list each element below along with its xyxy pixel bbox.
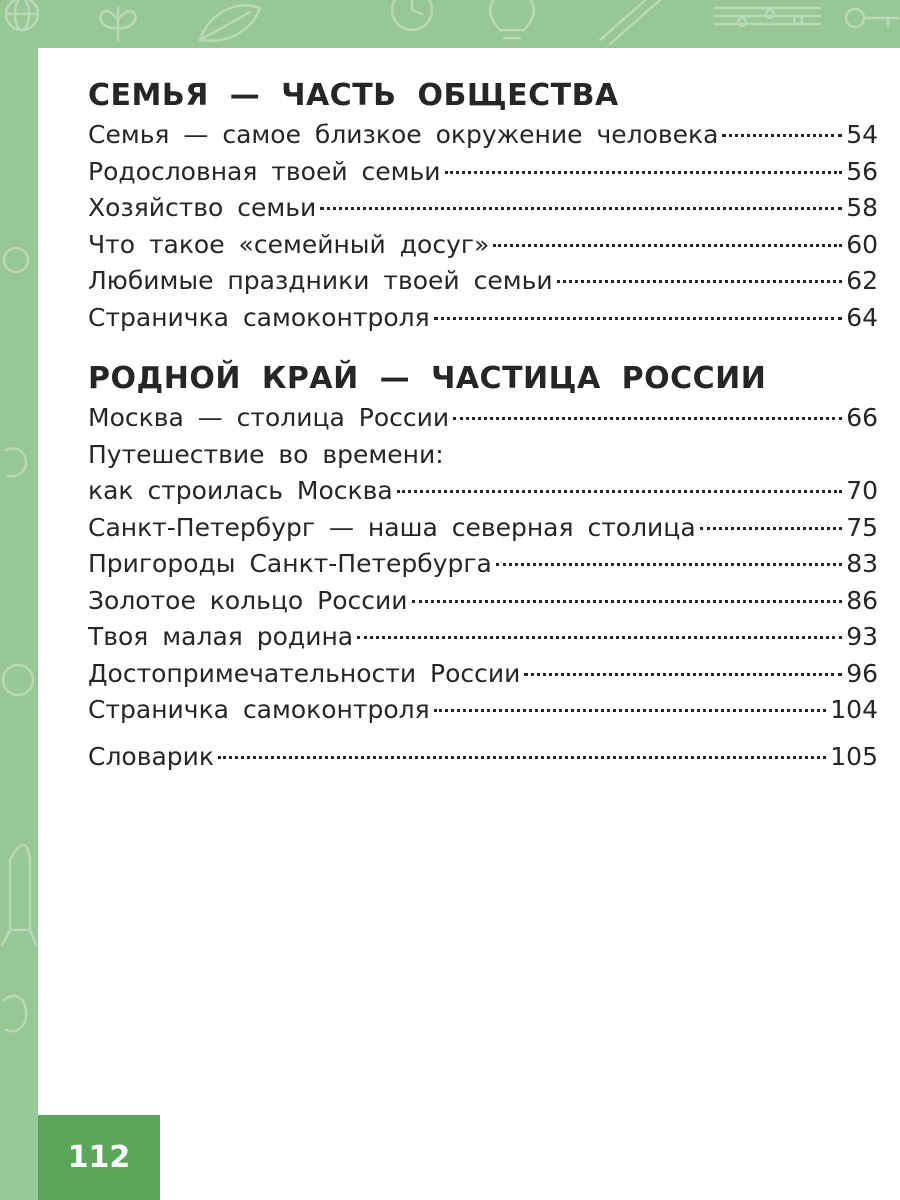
toc-entry — [88, 117, 878, 154]
toc-entry-line — [88, 437, 878, 474]
toc-entry — [88, 692, 878, 729]
toc-entry — [88, 583, 878, 620]
rocket-icon — [2, 845, 36, 945]
entry-page: 86 — [846, 585, 878, 615]
entry-title: Достопримечательности России — [88, 658, 521, 688]
clock-icon — [3, 665, 33, 695]
entry-page: 56 — [846, 156, 878, 186]
clock-icon — [392, 0, 432, 30]
dot-leader — [218, 756, 826, 759]
entry-page: 60 — [846, 229, 878, 259]
toc-entry — [88, 619, 878, 656]
entry-page: 105 — [830, 741, 878, 771]
dot-leader — [700, 527, 843, 530]
dot-leader — [524, 673, 842, 676]
entry-title: Путешествие во времени: — [88, 439, 444, 469]
lightbulb-icon — [490, 0, 534, 38]
entry-title: Словарик — [88, 741, 215, 771]
entry-title: Родословная твоей семьи — [88, 156, 441, 186]
music-notes-icon — [715, 8, 820, 26]
toc-entry — [88, 656, 878, 693]
entry-title: Страничка самоконтроля — [88, 302, 430, 332]
toc-entry-glossary — [88, 739, 878, 776]
toc-entry — [88, 227, 878, 264]
globe-icon — [4, 248, 28, 272]
toc-entry — [88, 190, 878, 227]
butterfly-icon — [4, 996, 26, 1031]
toc-entry — [88, 473, 878, 510]
dot-leader — [445, 171, 843, 174]
dot-leader — [434, 709, 827, 712]
dot-leader — [493, 244, 842, 247]
key-icon — [846, 9, 898, 27]
toc-entry — [88, 510, 878, 547]
entry-title: Москва — столица России — [88, 403, 450, 432]
table-of-contents — [88, 75, 878, 775]
dot-leader — [434, 317, 843, 320]
entry-page: 75 — [846, 512, 878, 542]
section-title: РОДНОЙ КРАЙ — ЧАСТИЦА РОССИИ — [88, 361, 767, 396]
dot-leader — [453, 417, 842, 420]
entry-title: как строилась Москва — [88, 476, 393, 505]
entry-title: Семья — самое близкое окружение человека — [88, 120, 719, 149]
dot-leader — [320, 207, 842, 210]
entry-page: 93 — [846, 622, 878, 651]
entry-title: Любимые праздники твоей семьи — [88, 266, 553, 295]
leaf-icon — [200, 5, 260, 40]
toc-entry — [88, 154, 878, 191]
entry-page: 58 — [846, 193, 878, 222]
entry-title: Санкт-Петербург — наша северная столица — [88, 512, 696, 542]
entry-page: 96 — [846, 658, 878, 688]
globe-icon — [6, 0, 38, 30]
dot-leader — [412, 600, 843, 603]
butterfly-icon — [101, 8, 136, 40]
dot-leader — [397, 490, 843, 493]
dot-leader — [557, 280, 843, 283]
toc-entry — [88, 546, 878, 583]
entry-title: Твоя малая родина — [88, 622, 354, 651]
entry-page: 104 — [830, 695, 878, 724]
entry-page: 83 — [846, 549, 878, 578]
entry-title: Страничка самоконтроля — [88, 695, 430, 724]
section-title: СЕМЬЯ — ЧАСТЬ ОБЩЕСТВА — [88, 78, 619, 113]
entry-page: 62 — [846, 266, 878, 295]
leaf-icon — [6, 448, 26, 476]
toc-entry — [88, 400, 878, 437]
dot-leader — [722, 134, 842, 137]
entry-page: 66 — [846, 403, 878, 432]
dot-leader — [357, 636, 842, 639]
page-number: 112 — [67, 1140, 131, 1175]
toc-entry — [88, 300, 878, 337]
entry-title: Золотое кольцо России — [88, 585, 408, 615]
entry-title: Пригороды Санкт-Петербурга — [88, 549, 492, 578]
pencil-icon — [600, 0, 660, 44]
entry-title: Что такое «семейный досуг» — [88, 229, 490, 259]
entry-page: 54 — [846, 120, 878, 149]
page-number-badge — [38, 1115, 160, 1200]
entry-title: Хозяйство семьи — [88, 193, 317, 222]
entry-page: 64 — [846, 302, 878, 332]
toc-entry — [88, 263, 878, 300]
entry-page: 70 — [846, 476, 878, 505]
dot-leader — [496, 563, 842, 566]
